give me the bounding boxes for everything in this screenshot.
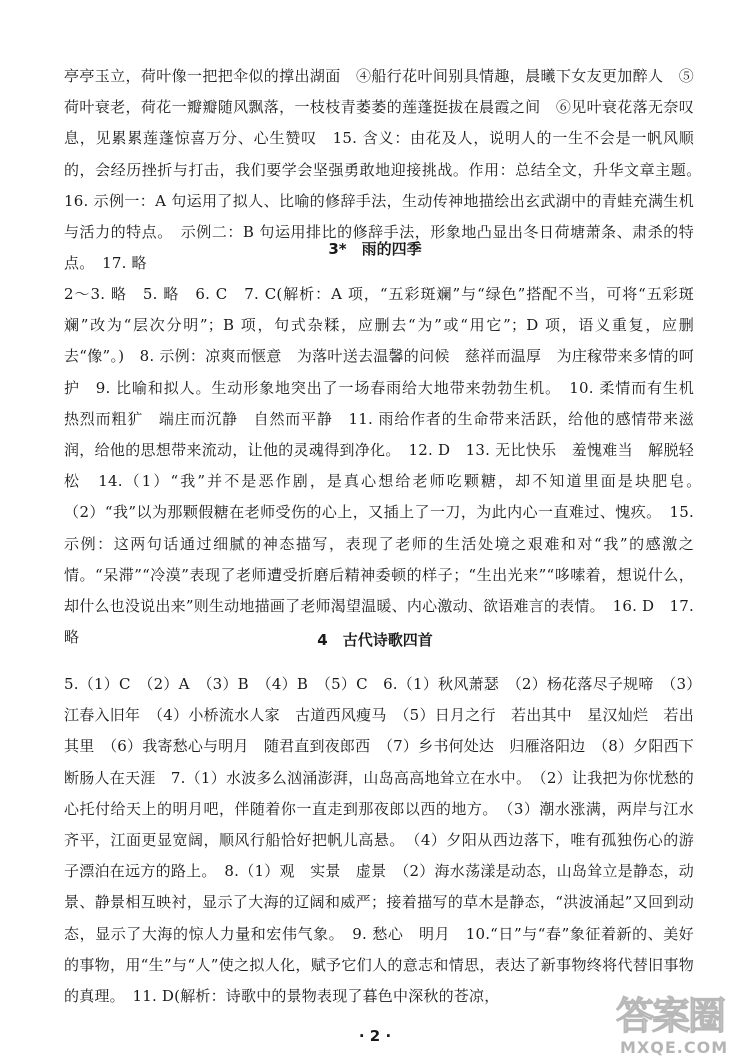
- watermark-logo: [616, 996, 738, 1058]
- section-title-ancient-poems: 4 古代诗歌四首: [317, 631, 433, 649]
- answer-paragraph-continued: 亭亭玉立，荷叶像一把把伞似的撑出湖面 ④船行花叶间别具情趣，晨曦下女友更加醉人 ⑤荷叶衰老，荷花一瓣瓣随风飘落，一枝枝青萎萎的莲蓬挺拔在晨霞之间 ⑥见叶衰花落无奈叹息，见累累莲蓬惊喜万分、心生赞叹 15. 含义：由花及人，说明人的一生不会是一帆风顺的，会经历挫折与打击，我们要学会坚强勇敢地迎接挑战。作用：总结全文，升华文章主题。 16. 示例一：A 句运用了拟人、比喻的修辞手法，生动传神地描绘出玄武湖中的青蛙充满生机与活力的特点。 示例二：B 句运用排比的修辞手法，形象地凸显出冬日荷塘萧条、肃杀的特点。 17. 略: [64, 67, 710, 273]
- answer-paragraph-ancient-poems: 5.（1）C （2）A （3）B （4）B （5）C 6.（1）秋风萧瑟 （2）杨花落尽子规啼 （3）江春入旧年 （4）小桥流水人家 古道西风瘦马 （5）日月之行 若出其中 星汉灿烂 若出其里 （6）我寄愁心与明月 随君直到夜郎西 （7）乡书何处达 归雁洛阳边 （8）夕阳西下 断肠人在天涯 7.（1）水波多么汹涌澎湃，山岛高高地耸立在水中。 （2）让我把为你忧愁的心托付给天上的明月吧，伴随着你一直走到那夜郎以西的地方。 （3）潮水涨满，两岸与江水齐平，江面更显宽阔，顺风行船恰好把帆儿高悬。 （4）夕阳从西边落下，唯有孤独伤心的游子漂泊在远方的路上。 8.（1）观 实景 虚景 （2）海水荡漾是动态，山岛耸立是静态，动景、静景相互映衬，显示了大海的辽阔和威严；接着描写的草木是静态，“洪波涌起”又回到动态，显示了大海的惊人力量和宏伟气象。 9. 愁心 明月 10.“日”与“春”象征着新的、美好的事物，用“生”与“人”使之拟人化，赋予它们人的意志和情思，表达了新事物终将代替旧事物的真理。 11. D(解析：诗歌中的景物表现了暮色中深秋的苍凉，: [64, 675, 710, 1006]
- watermark-main-text: 答案圈: [616, 994, 725, 1038]
- section-title-rain-seasons: 3* 雨的四季: [328, 240, 422, 258]
- page-number: · 2 ·: [358, 1027, 392, 1045]
- answer-paragraph-rain-seasons: 2～3. 略 5. 略 6. C 7. C(解析：A 项，“五彩斑斓”与“绿色”搭配不当，可将“五彩斑斓”改为“层次分明”；B 项，句式杂糅，应删去“为”或“用它”；D 项，语义重复，应删去“像”。) 8. 示例：凉爽而惬意 为落叶送去温馨的问候 慈祥而温厚 为庄稼带来多情的呵护 9. 比喻和拟人。生动形象地突出了一场春雨给大地带来勃勃生机。 10. 柔情而有生机 热烈而粗犷 端庄而沉静 自然而平静 11. 雨给作者的生命带来活跃，给他的感情带来滋润，给他的思想带来流动，让他的灵魂得到净化。 12. D 13. 无比快乐 羞愧难当 解脱轻松 14.（1）“我”并不是恶作剧，是真心想给老师吃颗糖，却不知道里面是块肥皂。 （2）“我”以为那颗假糖在老师受伤的心上，又插上了一刀，为此内心一直难过、愧疚。 15. 示例：这两句话通过细腻的神态描写，表现了老师的生活处境之艰难和对“我”的感激之情。“呆滞”“冷漠”表现了老师遭受折磨后精神委顿的样子；“生出光来”“哆嗦着，想说什么，却什么也没说出来”则生动地描画了老师渴望温暖、内心激动、欲语难言的表情。 16. D 17. 略: [64, 285, 710, 647]
- watermark-sub-text: MXQE.COM: [620, 1038, 729, 1057]
